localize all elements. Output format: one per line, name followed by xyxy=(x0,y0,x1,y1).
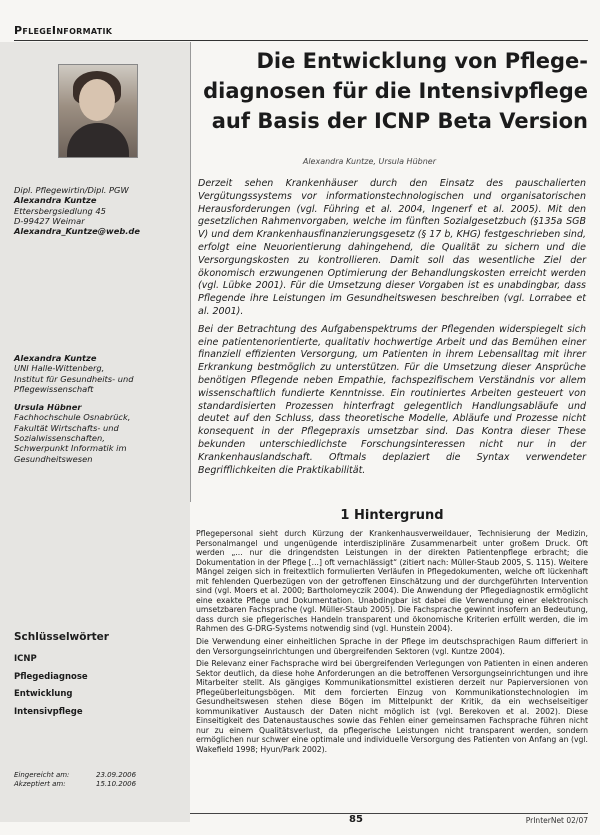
title-line: Die Entwicklung von Pflege- xyxy=(256,49,588,73)
contact-degree: Dipl. Pflegewirtin/Dipl. PGW xyxy=(14,185,129,195)
contact-street: Ettersbergsiedlung 45 xyxy=(14,205,106,216)
article-title xyxy=(196,46,588,136)
affiliation-line: Pflegewissenschaft xyxy=(14,383,94,394)
submission-dates xyxy=(14,771,184,789)
contact-email[interactable]: Alexandra_Kuntze@web.de xyxy=(14,226,140,237)
section-tag: PflegeInformatik xyxy=(14,24,113,37)
affiliations xyxy=(14,353,184,472)
keywords-heading: Schlüsselwörter xyxy=(14,631,109,643)
keyword-item: Pflegediagnose xyxy=(14,671,88,682)
date-row xyxy=(14,771,184,780)
keywords-list xyxy=(14,651,184,721)
header-rule xyxy=(14,40,588,41)
affiliation-line: Gesundheitswesen xyxy=(14,453,93,464)
body-text xyxy=(196,529,588,758)
page-number: 85 xyxy=(349,814,363,825)
title-line: auf Basis der ICNP Beta Version xyxy=(211,109,588,133)
keyword-item: Entwicklung xyxy=(14,689,73,699)
author-photo xyxy=(58,64,138,158)
affiliation-line: Schwerpunkt Informatik im xyxy=(14,443,127,454)
affiliation-line: Fakultät Wirtschafts- und xyxy=(14,422,119,433)
contact-city: D-99427 Weimar xyxy=(14,215,85,226)
abstract-paragraph: Bei der Betrachtung des Aufgabenspektrums der Pflegenden widerspiegelt sich eine patientenorientierte, qualitativ hochwertige Arbeit und das Bemühen einer finanziell effizienten Versorgung, um Patienten in ihrem Lebensalltag mit ihrer Erkrankung bestmöglich zu unterstützen. Für die Umsetzung dieser Ansprüche benötigen Pflegende neben Empathie, fachspezifischem Verständnis vor allem wissenschaftlich fundierte Kenntnisse. Ein routiniertes Arbeiten gesteuert von standardisierten Prozessen hinterfragt gelegentlich Handlungsabläufe und deutet auf den Schluss, dass theoretische Modelle, Abläufe und Prozesse nicht konsequent in der Pflegepraxis umsetzbar sind. Das Kontra dieser These bekunden unterschiedlichste Forschungsinteressen nicht nur in der Krankenhauslandschaft. Oftmals deplaziert die Syntax verwendeter Begrifflichkeiten die Praktikabilität. xyxy=(198,323,586,476)
body-paragraph: Pflegepersonal sieht durch Kürzung der Krankenhausverweildauer, Technisierung der Medizin, Personalmangel und ungenügende interdisziplinäre Zusammenarbeit unter großem Druck. Oft werden „... nur die dringendsten Leistungen in der direkten Patientenpflege erbracht; die Dokumentation in der Pflege [...] oft vernachlässigt“ (zitiert nach: Müller-Staub 2005, S. 115). Weitere Mängel zeigen sich in freitextlich formulierten Verläufen in Pflegedokumenten, welche oft lückenhaft mit fehlenden Querbezügen von der getroffenen Einschätzung und der durchgeführten Intervention sind (vgl. Moers et al. 2000; Bartholomeyczik 2004). Die Anwendung der Pflegediagnostik ermöglicht eine exakte Pflege und Dokumentation. Unabdingbar ist dabei die Verwendung einer elektronisch umsetzbaren Fachsprache (vgl. Müller-Staub 2005). Die Fachsprache gewinnt insofern an Bedeutung, dass durch sie pflegerisches Handeln transparent und ökonomische Kriterien erfüllt werden, die im Rahmen des G-DRG-Systems notwendig sind (vgl. Hunstein 2004). xyxy=(196,529,588,634)
affiliation-name: Alexandra Kuntze xyxy=(14,353,97,363)
column-separator xyxy=(190,42,191,502)
date-value: 15.10.2006 xyxy=(96,780,137,788)
date-row xyxy=(14,780,184,789)
contact-address xyxy=(14,185,184,236)
affiliation-block xyxy=(14,353,184,394)
affiliation-line: Fachhochschule Osnabrück, xyxy=(14,412,131,423)
date-label: Akzeptiert am: xyxy=(14,780,66,788)
date-value: 23.09.2006 xyxy=(96,771,137,779)
date-label: Eingereicht am: xyxy=(14,771,70,779)
body-paragraph: Die Relevanz einer Fachsprache wird bei übergreifenden Verlegungen von Patienten in einen anderen Sektor deutlich, da diese hohe Anforderungen an die betroffenen Versorgungseinrichtungen und ihre Mitarbeiter stellt. Als gängiges Kommunikationsmittel existieren derzeit nur Papierversionen von Pflegeüberleitungsbögen. Mit dem forcierten Einzug von Kommunikationstechnologien im Gesundheitswesen stehen diese Bögen im Mittelpunkt der Kritik, da ein wechselseitiger kommunikativer Austausch der Daten nicht möglich ist (vgl. Berekoven et al. 2002). Diese Einseitigkeit des Datenaustausches sowie das Fehlen einer gemeinsamen Fachsprache führen nicht nur zu einem Qualitätsverlust, da pflegerische Leistungen nicht transparent werden, sondern ermöglichen nur schwer eine optimale und individuelle Versorgung des Patienten von Anfang an (vgl. Wakefield 1998; Hyun/Park 2002). xyxy=(196,659,588,755)
keyword-item: ICNP xyxy=(14,654,37,664)
section-heading: 1 Hintergrund xyxy=(340,508,444,523)
abstract xyxy=(198,178,586,482)
title-line: diagnosen für die Intensivpflege xyxy=(203,79,588,103)
affiliation-line: UNI Halle-Wittenberg, xyxy=(14,363,105,374)
contact-name: Alexandra Kuntze xyxy=(14,195,97,206)
body-paragraph: Die Verwendung einer einheitlichen Sprache in der Pflege im deutschsprachigen Raum differiert in den Versorgungseinrichtungen und übergreifenden Sektoren (vgl. Kuntze 2004). xyxy=(196,637,588,656)
abstract-paragraph: Derzeit sehen Krankenhäuser durch den Einsatz des pauschalierten Vergütungssystems vor informationstechnologischen und organisatorischen Herausforderungen (vgl. Führing et al. 2004, Ingenerf et al. 2005). Mit den gesetzlichen Rahmenvorgaben, welche im fünften Sozialgesetzbuch (§135a SGB V) und dem Krankenhausfinanzierungsgesetz (§ 17 b, KHG) festgeschrieben sind, erfolgt eine Neuorientierung dahingehend, die Qualität zu sichern und die Versorgungskosten zu kontrollieren. Damit soll das wesentliche Ziel der ökonomisch erzwungenen Optimierung der Behandlungskosten erreicht werden (vgl. Lübke 2001). Für die Umsetzung dieser Vorgaben ist es unabdingbar, dass Pflegende ihre Leistungen im Gesundheitswesen beschreiben (vgl. Lorrabee et al. 2001). xyxy=(198,178,586,317)
journal-issue: PrInterNet 02/07 xyxy=(525,816,588,825)
affiliation-line: Sozialwissenschaften, xyxy=(14,433,105,444)
affiliation-block xyxy=(14,402,184,464)
affiliation-line: Institut für Gesundheits- und xyxy=(14,373,134,384)
keyword-item: Intensivpflege xyxy=(14,706,83,717)
authors-line: Alexandra Kuntze, Ursula Hübner xyxy=(302,157,436,166)
affiliation-name: Ursula Hübner xyxy=(14,402,82,413)
